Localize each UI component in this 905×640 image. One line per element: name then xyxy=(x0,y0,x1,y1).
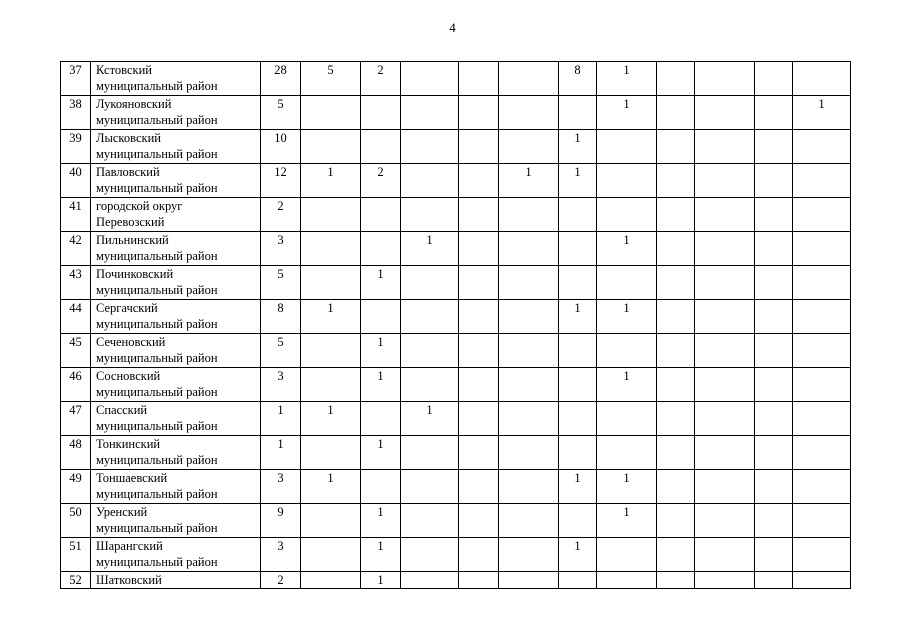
value-cell xyxy=(695,130,755,164)
value-cell xyxy=(657,402,695,436)
value-cell xyxy=(401,470,459,504)
row-number-cell: 47 xyxy=(61,402,91,436)
value-cell xyxy=(499,130,559,164)
value-cell: 1 xyxy=(361,368,401,402)
district-name-cell: Уренский муниципальный район xyxy=(91,504,261,538)
value-cell xyxy=(401,538,459,572)
value-cell xyxy=(401,368,459,402)
value-cell: 1 xyxy=(361,538,401,572)
value-cell xyxy=(401,198,459,232)
value-cell xyxy=(499,436,559,470)
row-number-cell: 39 xyxy=(61,130,91,164)
row-number-cell: 37 xyxy=(61,62,91,96)
value-cell xyxy=(657,572,695,589)
value-cell: 1 xyxy=(597,300,657,334)
value-cell: 1 xyxy=(361,436,401,470)
value-cell xyxy=(597,266,657,300)
value-cell xyxy=(793,504,851,538)
value-cell xyxy=(657,96,695,130)
value-cell xyxy=(499,266,559,300)
value-cell xyxy=(559,572,597,589)
value-cell xyxy=(793,62,851,96)
value-cell xyxy=(301,130,361,164)
value-cell: 1 xyxy=(261,402,301,436)
value-cell xyxy=(755,300,793,334)
value-cell xyxy=(499,62,559,96)
value-cell xyxy=(597,538,657,572)
value-cell: 3 xyxy=(261,232,301,266)
value-cell xyxy=(793,572,851,589)
value-cell: 1 xyxy=(597,62,657,96)
table-row xyxy=(61,96,851,130)
value-cell xyxy=(793,232,851,266)
value-cell xyxy=(597,164,657,198)
value-cell xyxy=(499,470,559,504)
value-cell xyxy=(401,130,459,164)
value-cell xyxy=(559,232,597,266)
value-cell: 1 xyxy=(361,334,401,368)
row-number-cell: 38 xyxy=(61,96,91,130)
value-cell xyxy=(755,368,793,402)
value-cell: 5 xyxy=(301,62,361,96)
value-cell: 1 xyxy=(559,470,597,504)
district-name-cell: Шатковский xyxy=(91,572,261,589)
value-cell: 1 xyxy=(301,300,361,334)
value-cell: 2 xyxy=(361,164,401,198)
value-cell xyxy=(459,130,499,164)
table-row xyxy=(61,62,851,96)
value-cell xyxy=(695,470,755,504)
value-cell: 1 xyxy=(301,164,361,198)
value-cell xyxy=(755,402,793,436)
value-cell xyxy=(301,266,361,300)
table-row xyxy=(61,368,851,402)
value-cell xyxy=(793,300,851,334)
value-cell xyxy=(459,96,499,130)
value-cell xyxy=(459,436,499,470)
value-cell: 2 xyxy=(261,572,301,589)
value-cell xyxy=(695,62,755,96)
value-cell xyxy=(459,504,499,538)
value-cell xyxy=(499,96,559,130)
value-cell: 10 xyxy=(261,130,301,164)
value-cell xyxy=(657,368,695,402)
value-cell xyxy=(459,232,499,266)
value-cell xyxy=(559,402,597,436)
value-cell xyxy=(459,164,499,198)
value-cell xyxy=(695,538,755,572)
value-cell xyxy=(793,436,851,470)
value-cell: 1 xyxy=(597,504,657,538)
value-cell xyxy=(559,334,597,368)
page-number: 4 xyxy=(449,20,456,35)
value-cell xyxy=(559,198,597,232)
value-cell xyxy=(755,96,793,130)
value-cell xyxy=(793,266,851,300)
value-cell xyxy=(597,402,657,436)
value-cell xyxy=(597,334,657,368)
value-cell xyxy=(499,538,559,572)
district-name-cell: Сосновский муниципальный район xyxy=(91,368,261,402)
value-cell: 1 xyxy=(597,470,657,504)
value-cell: 1 xyxy=(301,402,361,436)
value-cell: 1 xyxy=(597,232,657,266)
district-name-cell: Сергачский муниципальный район xyxy=(91,300,261,334)
value-cell: 12 xyxy=(261,164,301,198)
table-row xyxy=(61,300,851,334)
value-cell: 1 xyxy=(559,130,597,164)
value-cell xyxy=(657,436,695,470)
value-cell xyxy=(657,164,695,198)
district-name-cell: Тоншаевский муниципальный район xyxy=(91,470,261,504)
value-cell: 8 xyxy=(261,300,301,334)
value-cell xyxy=(301,572,361,589)
value-cell: 3 xyxy=(261,470,301,504)
district-statistics-table xyxy=(60,61,851,589)
row-number-cell: 43 xyxy=(61,266,91,300)
value-cell xyxy=(301,368,361,402)
value-cell xyxy=(755,572,793,589)
row-number-cell: 49 xyxy=(61,470,91,504)
value-cell xyxy=(755,538,793,572)
row-number-cell: 52 xyxy=(61,572,91,589)
row-number-cell: 45 xyxy=(61,334,91,368)
table-row xyxy=(61,572,851,589)
district-name-cell: Тонкинский муниципальный район xyxy=(91,436,261,470)
value-cell xyxy=(401,164,459,198)
value-cell: 1 xyxy=(793,96,851,130)
value-cell xyxy=(459,470,499,504)
row-number-cell: 50 xyxy=(61,504,91,538)
value-cell xyxy=(657,266,695,300)
value-cell: 3 xyxy=(261,538,301,572)
value-cell xyxy=(755,266,793,300)
value-cell xyxy=(657,300,695,334)
value-cell xyxy=(559,368,597,402)
table-body xyxy=(61,62,851,589)
value-cell xyxy=(755,436,793,470)
value-cell xyxy=(459,266,499,300)
value-cell xyxy=(499,402,559,436)
value-cell xyxy=(499,504,559,538)
district-name-cell: Починковский муниципальный район xyxy=(91,266,261,300)
value-cell xyxy=(695,334,755,368)
value-cell xyxy=(301,96,361,130)
value-cell xyxy=(361,402,401,436)
value-cell: 1 xyxy=(361,504,401,538)
value-cell xyxy=(361,130,401,164)
value-cell xyxy=(459,538,499,572)
district-name-cell: Лысковский муниципальный район xyxy=(91,130,261,164)
value-cell xyxy=(401,266,459,300)
value-cell xyxy=(597,436,657,470)
value-cell: 1 xyxy=(559,164,597,198)
value-cell xyxy=(499,368,559,402)
table-row xyxy=(61,198,851,232)
value-cell xyxy=(793,470,851,504)
value-cell xyxy=(755,62,793,96)
value-cell xyxy=(401,572,459,589)
value-cell xyxy=(401,334,459,368)
value-cell xyxy=(499,198,559,232)
table-row xyxy=(61,402,851,436)
table-row xyxy=(61,232,851,266)
table-row xyxy=(61,164,851,198)
value-cell xyxy=(459,402,499,436)
value-cell xyxy=(695,96,755,130)
value-cell xyxy=(559,266,597,300)
district-name-cell: Шарангский муниципальный район xyxy=(91,538,261,572)
value-cell xyxy=(361,198,401,232)
value-cell xyxy=(597,572,657,589)
value-cell: 1 xyxy=(597,368,657,402)
value-cell xyxy=(695,300,755,334)
value-cell: 5 xyxy=(261,96,301,130)
value-cell: 1 xyxy=(559,300,597,334)
value-cell xyxy=(559,504,597,538)
value-cell xyxy=(301,436,361,470)
value-cell: 28 xyxy=(261,62,301,96)
district-name-cell: Сеченовский муниципальный район xyxy=(91,334,261,368)
value-cell xyxy=(301,538,361,572)
value-cell: 1 xyxy=(597,96,657,130)
value-cell xyxy=(401,62,459,96)
value-cell xyxy=(301,334,361,368)
value-cell: 5 xyxy=(261,266,301,300)
value-cell xyxy=(361,96,401,130)
value-cell xyxy=(657,130,695,164)
value-cell xyxy=(459,62,499,96)
value-cell xyxy=(559,436,597,470)
value-cell xyxy=(793,198,851,232)
value-cell xyxy=(401,300,459,334)
value-cell xyxy=(499,572,559,589)
district-name-cell: Кстовский муниципальный район xyxy=(91,62,261,96)
value-cell xyxy=(755,470,793,504)
row-number-cell: 51 xyxy=(61,538,91,572)
value-cell: 1 xyxy=(401,402,459,436)
table-row xyxy=(61,130,851,164)
value-cell xyxy=(695,232,755,266)
district-name-cell: городской округ Перевозский xyxy=(91,198,261,232)
value-cell xyxy=(755,198,793,232)
district-name-cell: Лукояновский муниципальный район xyxy=(91,96,261,130)
value-cell: 1 xyxy=(499,164,559,198)
value-cell xyxy=(695,436,755,470)
value-cell xyxy=(793,368,851,402)
table-row xyxy=(61,266,851,300)
value-cell xyxy=(361,470,401,504)
value-cell: 2 xyxy=(261,198,301,232)
table-row xyxy=(61,334,851,368)
value-cell xyxy=(459,368,499,402)
value-cell xyxy=(755,130,793,164)
value-cell: 1 xyxy=(361,266,401,300)
value-cell xyxy=(793,538,851,572)
value-cell xyxy=(695,572,755,589)
value-cell xyxy=(459,572,499,589)
row-number-cell: 46 xyxy=(61,368,91,402)
district-name-cell: Пильнинский муниципальный район xyxy=(91,232,261,266)
value-cell xyxy=(657,62,695,96)
value-cell xyxy=(755,504,793,538)
value-cell xyxy=(695,368,755,402)
value-cell xyxy=(301,198,361,232)
value-cell xyxy=(695,164,755,198)
value-cell xyxy=(793,334,851,368)
value-cell: 3 xyxy=(261,368,301,402)
value-cell: 1 xyxy=(261,436,301,470)
value-cell xyxy=(793,402,851,436)
row-number-cell: 44 xyxy=(61,300,91,334)
value-cell: 5 xyxy=(261,334,301,368)
value-cell: 1 xyxy=(559,538,597,572)
table-row xyxy=(61,538,851,572)
value-cell xyxy=(597,130,657,164)
value-cell xyxy=(301,504,361,538)
table-row xyxy=(61,504,851,538)
value-cell xyxy=(657,198,695,232)
value-cell: 2 xyxy=(361,62,401,96)
table-row xyxy=(61,470,851,504)
value-cell xyxy=(657,334,695,368)
row-number-cell: 41 xyxy=(61,198,91,232)
value-cell xyxy=(499,300,559,334)
value-cell xyxy=(755,164,793,198)
value-cell xyxy=(459,334,499,368)
value-cell: 8 xyxy=(559,62,597,96)
value-cell xyxy=(793,130,851,164)
row-number-cell: 40 xyxy=(61,164,91,198)
value-cell xyxy=(695,504,755,538)
value-cell: 1 xyxy=(301,470,361,504)
value-cell xyxy=(695,402,755,436)
value-cell xyxy=(361,232,401,266)
value-cell xyxy=(401,436,459,470)
value-cell xyxy=(559,96,597,130)
value-cell xyxy=(597,198,657,232)
value-cell xyxy=(361,300,401,334)
value-cell xyxy=(657,504,695,538)
value-cell xyxy=(401,504,459,538)
value-cell xyxy=(459,198,499,232)
value-cell xyxy=(695,266,755,300)
value-cell xyxy=(755,232,793,266)
value-cell xyxy=(459,300,499,334)
value-cell xyxy=(793,164,851,198)
value-cell: 1 xyxy=(401,232,459,266)
value-cell xyxy=(755,334,793,368)
value-cell xyxy=(401,96,459,130)
value-cell xyxy=(657,538,695,572)
row-number-cell: 42 xyxy=(61,232,91,266)
district-name-cell: Павловский муниципальный район xyxy=(91,164,261,198)
value-cell xyxy=(657,470,695,504)
value-cell xyxy=(499,334,559,368)
value-cell xyxy=(657,232,695,266)
row-number-cell: 48 xyxy=(61,436,91,470)
value-cell xyxy=(695,198,755,232)
value-cell xyxy=(499,232,559,266)
value-cell: 9 xyxy=(261,504,301,538)
value-cell: 1 xyxy=(361,572,401,589)
district-name-cell: Спасский муниципальный район xyxy=(91,402,261,436)
value-cell xyxy=(301,232,361,266)
table-row xyxy=(61,436,851,470)
